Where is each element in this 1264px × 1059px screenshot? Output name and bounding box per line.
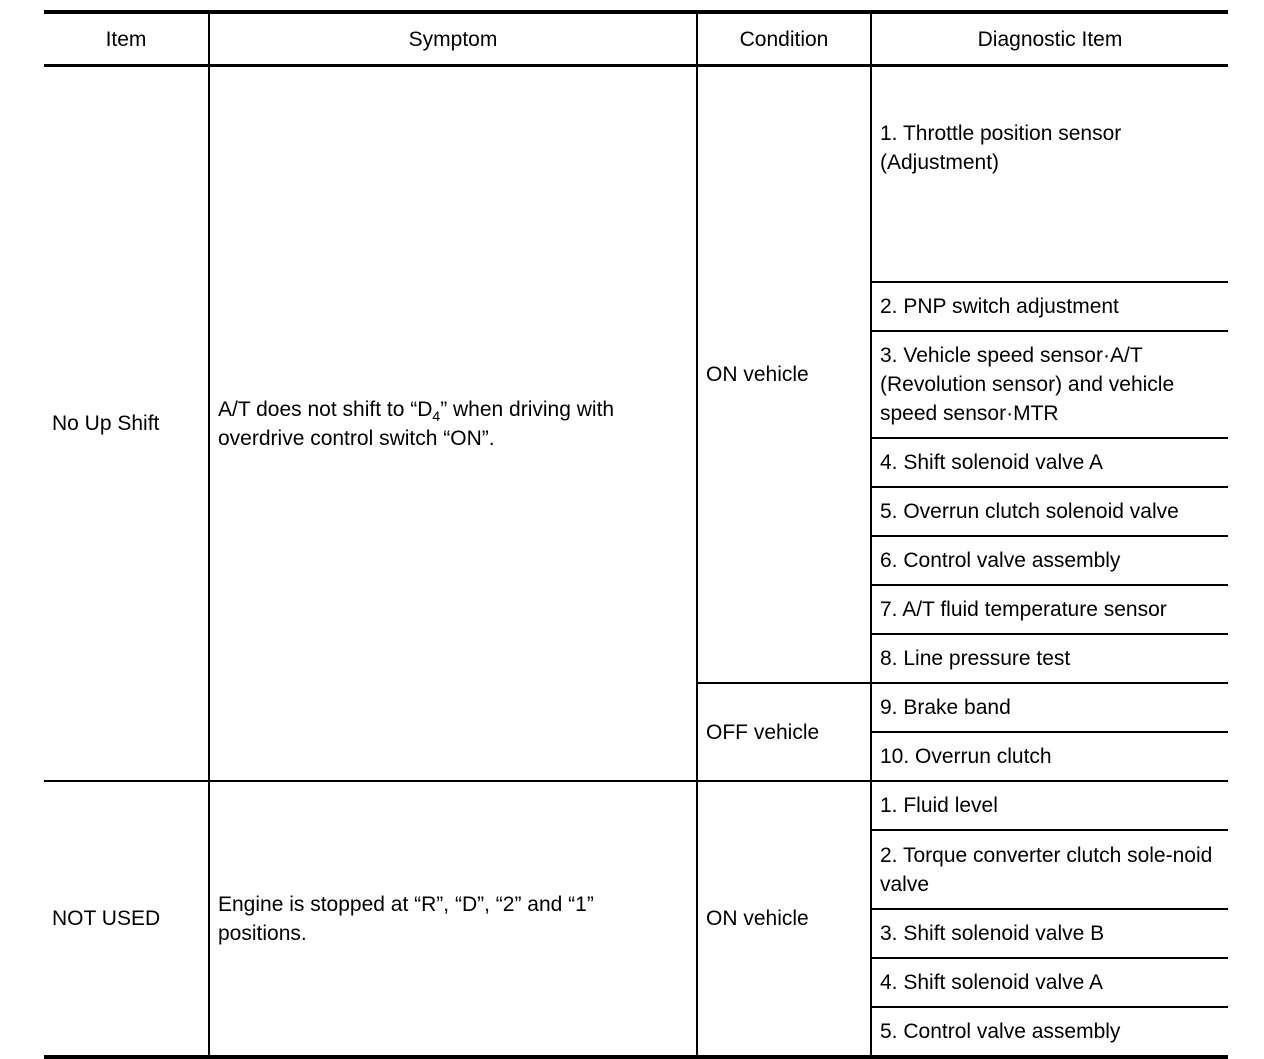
diagnostic-item-cell: 4. Shift solenoid valve A bbox=[871, 438, 1228, 487]
item-cell: No Up Shift bbox=[44, 66, 209, 782]
condition-cell: OFF vehicle bbox=[697, 683, 871, 781]
symptom-subscript: 4 bbox=[432, 407, 441, 424]
symptom-text-start: A/T does not shift to “D bbox=[218, 397, 433, 421]
diagnostic-item-cell: 5. Control valve assembly bbox=[871, 1007, 1228, 1057]
symptom-cell bbox=[209, 66, 697, 782]
diagnostic-item-cell: 3. Vehicle speed sensor·A/T (Revolution sensor) and vehicle speed sensor·MTR bbox=[871, 331, 1228, 438]
symptom-text-end: ” when driving with overdrive control switch “ON”. bbox=[218, 397, 615, 450]
header-condition: Condition bbox=[697, 12, 871, 66]
condition-cell: ON vehicle bbox=[697, 781, 871, 1057]
header-diagnostic-item: Diagnostic Item bbox=[871, 12, 1228, 66]
diagnostic-item-cell: 1. Throttle position sensor (Adjustment) bbox=[871, 66, 1228, 283]
diagnostic-item-cell: 3. Shift solenoid valve B bbox=[871, 909, 1228, 958]
diagnostic-item-cell: 5. Overrun clutch solenoid valve bbox=[871, 487, 1228, 536]
condition-cell: ON vehicle bbox=[697, 66, 871, 684]
diagnostic-table bbox=[44, 10, 1228, 1059]
header-item: Item bbox=[44, 12, 209, 66]
diagnostic-item-cell: 8. Line pressure test bbox=[871, 634, 1228, 683]
diagnostic-item-cell: 6. Control valve assembly bbox=[871, 536, 1228, 585]
diagnostic-item-cell: 1. Fluid level bbox=[871, 781, 1228, 830]
header-symptom: Symptom bbox=[209, 12, 697, 66]
diagnostic-item-cell: 7. A/T fluid temperature sensor bbox=[871, 585, 1228, 634]
diagnostic-item-cell: 2. Torque converter clutch sole-noid valve bbox=[871, 830, 1228, 909]
table-row bbox=[44, 66, 1228, 283]
diagnostic-item-cell: 9. Brake band bbox=[871, 683, 1228, 732]
diagnostic-item-cell: 4. Shift solenoid valve A bbox=[871, 958, 1228, 1007]
item-cell: NOT USED bbox=[44, 781, 209, 1057]
diagnostic-item-cell: 2. PNP switch adjustment bbox=[871, 282, 1228, 331]
table-row bbox=[44, 781, 1228, 830]
symptom-cell: Engine is stopped at “R”, “D”, “2” and “1” positions. bbox=[209, 781, 697, 1057]
table-header-row bbox=[44, 12, 1228, 66]
diagnostic-item-cell: 10. Overrun clutch bbox=[871, 732, 1228, 781]
